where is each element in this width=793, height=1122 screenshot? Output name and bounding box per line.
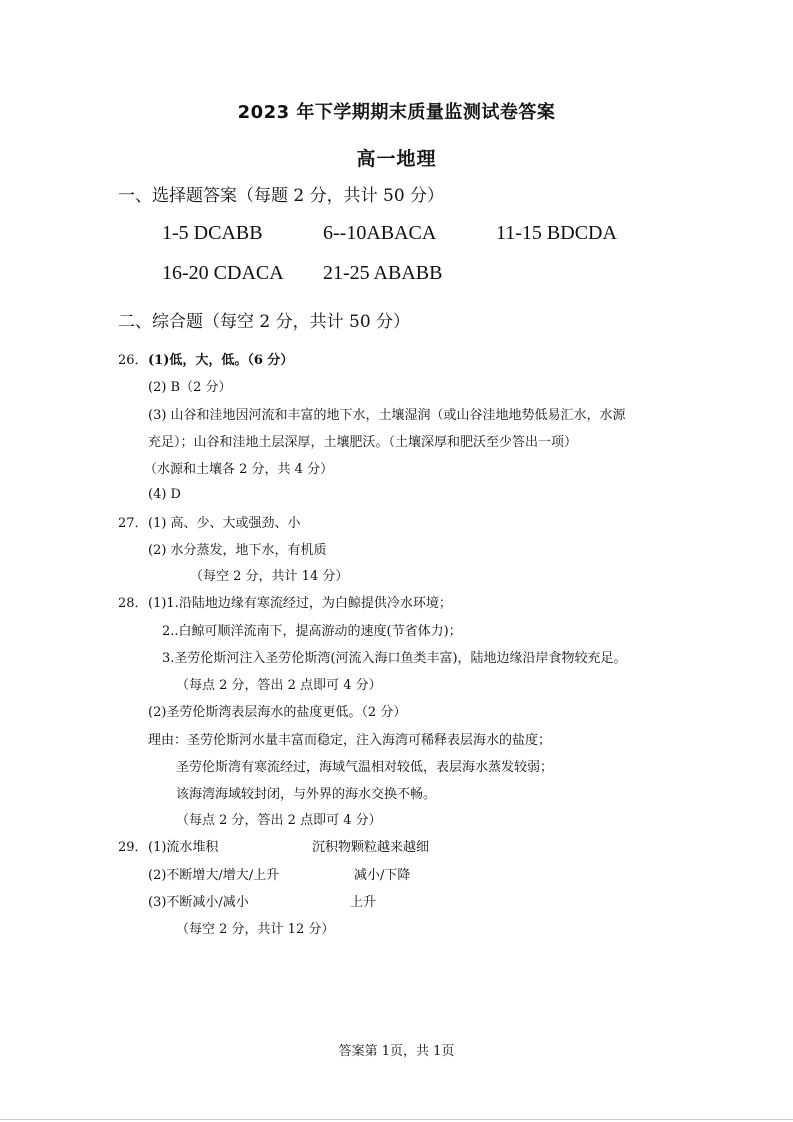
- q29-note: （每空 2 分，共计 12 分）: [176, 922, 335, 937]
- q27-number: 27．: [118, 516, 148, 531]
- q28-answer-2: (2)圣劳伦斯湾表层海水的盐度更低。（2 分）: [148, 705, 407, 720]
- q28-answer-1-note: （每点 2 分，答出 2 点即可 4 分）: [176, 678, 382, 693]
- q26-answer-1-text: (1)低，大，低。（6 分）: [148, 353, 294, 368]
- q27-answer-2: (2) 水分蒸发，地下水，有机质: [148, 543, 327, 558]
- q28-reason-2: 圣劳伦斯湾有寒流经过，海域气温相对较低，表层海水蒸发较弱；: [176, 760, 554, 775]
- q26-answer-4: (4) D: [148, 487, 181, 502]
- q28-reason-1: 理由：圣劳伦斯河水量丰富而稳定，注入海湾可稀释表层海水的盐度；: [148, 733, 552, 748]
- q28-answer-1-point2: 2..白鲸可顺洋流南下，提高游动的速度(节省体力)；: [162, 624, 462, 639]
- q26-answer-1: [148, 349, 293, 368]
- q28-number: 28．: [118, 596, 148, 611]
- page-footer: 答案第 1页，共 1页: [338, 1044, 455, 1059]
- section1-heading: 一、选择题答案（每题 2 分，共计 50 分）: [118, 186, 445, 206]
- q26-answer-3-note: （水源和土壤各 2 分，共 4 分）: [144, 462, 334, 477]
- q28-answer-2-note: （每点 2 分，答出 2 点即可 4 分）: [176, 813, 382, 828]
- mcq-answer-6-10: 6--10ABACA: [323, 222, 437, 244]
- q26-answer-3-line1: (3) 山谷和洼地因河流和丰富的地下水，土壤湿润（或山谷洼地地势低易汇水，水源: [148, 408, 626, 423]
- mcq-answer-16-20: 16-20 CDACA: [162, 262, 284, 284]
- q26-number: 26．: [118, 353, 148, 368]
- q28-answer-1-point1: (1)1.沿陆地边缘有寒流经过，为白鲸提供冷水环境；: [148, 596, 452, 611]
- q27-answer-1: (1) 高、少、大或强劲、小: [148, 516, 301, 531]
- q27-note: （每空 2 分，共计 14 分）: [190, 569, 349, 584]
- q26-answer-3-line2: 充足）；山谷和洼地土层深厚，土壤肥沃。（土壤深厚和肥沃至少答出一项）: [148, 435, 578, 450]
- q29-answer-3-right: 上升: [350, 895, 377, 910]
- q29-answer-2-right: 减小/下降: [354, 868, 411, 883]
- q29-answer-1-right: 沉积物颗粒越来越细: [312, 840, 430, 855]
- q28-answer-1-point3: 3.圣劳伦斯河注入圣劳伦斯湾(河流入海口鱼类丰富)，陆地边缘沿岸食物较充足。: [162, 651, 627, 666]
- mcq-answer-1-5: 1-5 DCABB: [162, 222, 263, 244]
- bottom-divider: [0, 1119, 793, 1120]
- page-subtitle: 高一地理: [356, 148, 437, 170]
- mcq-answer-11-15: 11-15 BDCDA: [496, 222, 617, 244]
- q28-reason-3: 该海湾海域较封闭，与外界的海水交换不畅。: [176, 787, 437, 802]
- q29-answer-2-left: (2)不断增大/增大/上升: [148, 868, 280, 883]
- page-title: 2023 年下学期期末质量监测试卷答案: [237, 102, 556, 123]
- q29-answer-1-left: (1)流水堆积: [148, 840, 219, 855]
- q26-answer-2: (2) B（2 分）: [148, 380, 232, 395]
- q29-number: 29．: [118, 840, 148, 855]
- q29-answer-3-left: (3)不断减小/减小: [148, 895, 249, 910]
- mcq-answer-21-25: 21-25 ABABB: [323, 262, 443, 284]
- section2-heading: 二、综合题（每空 2 分，共计 50 分）: [118, 312, 411, 332]
